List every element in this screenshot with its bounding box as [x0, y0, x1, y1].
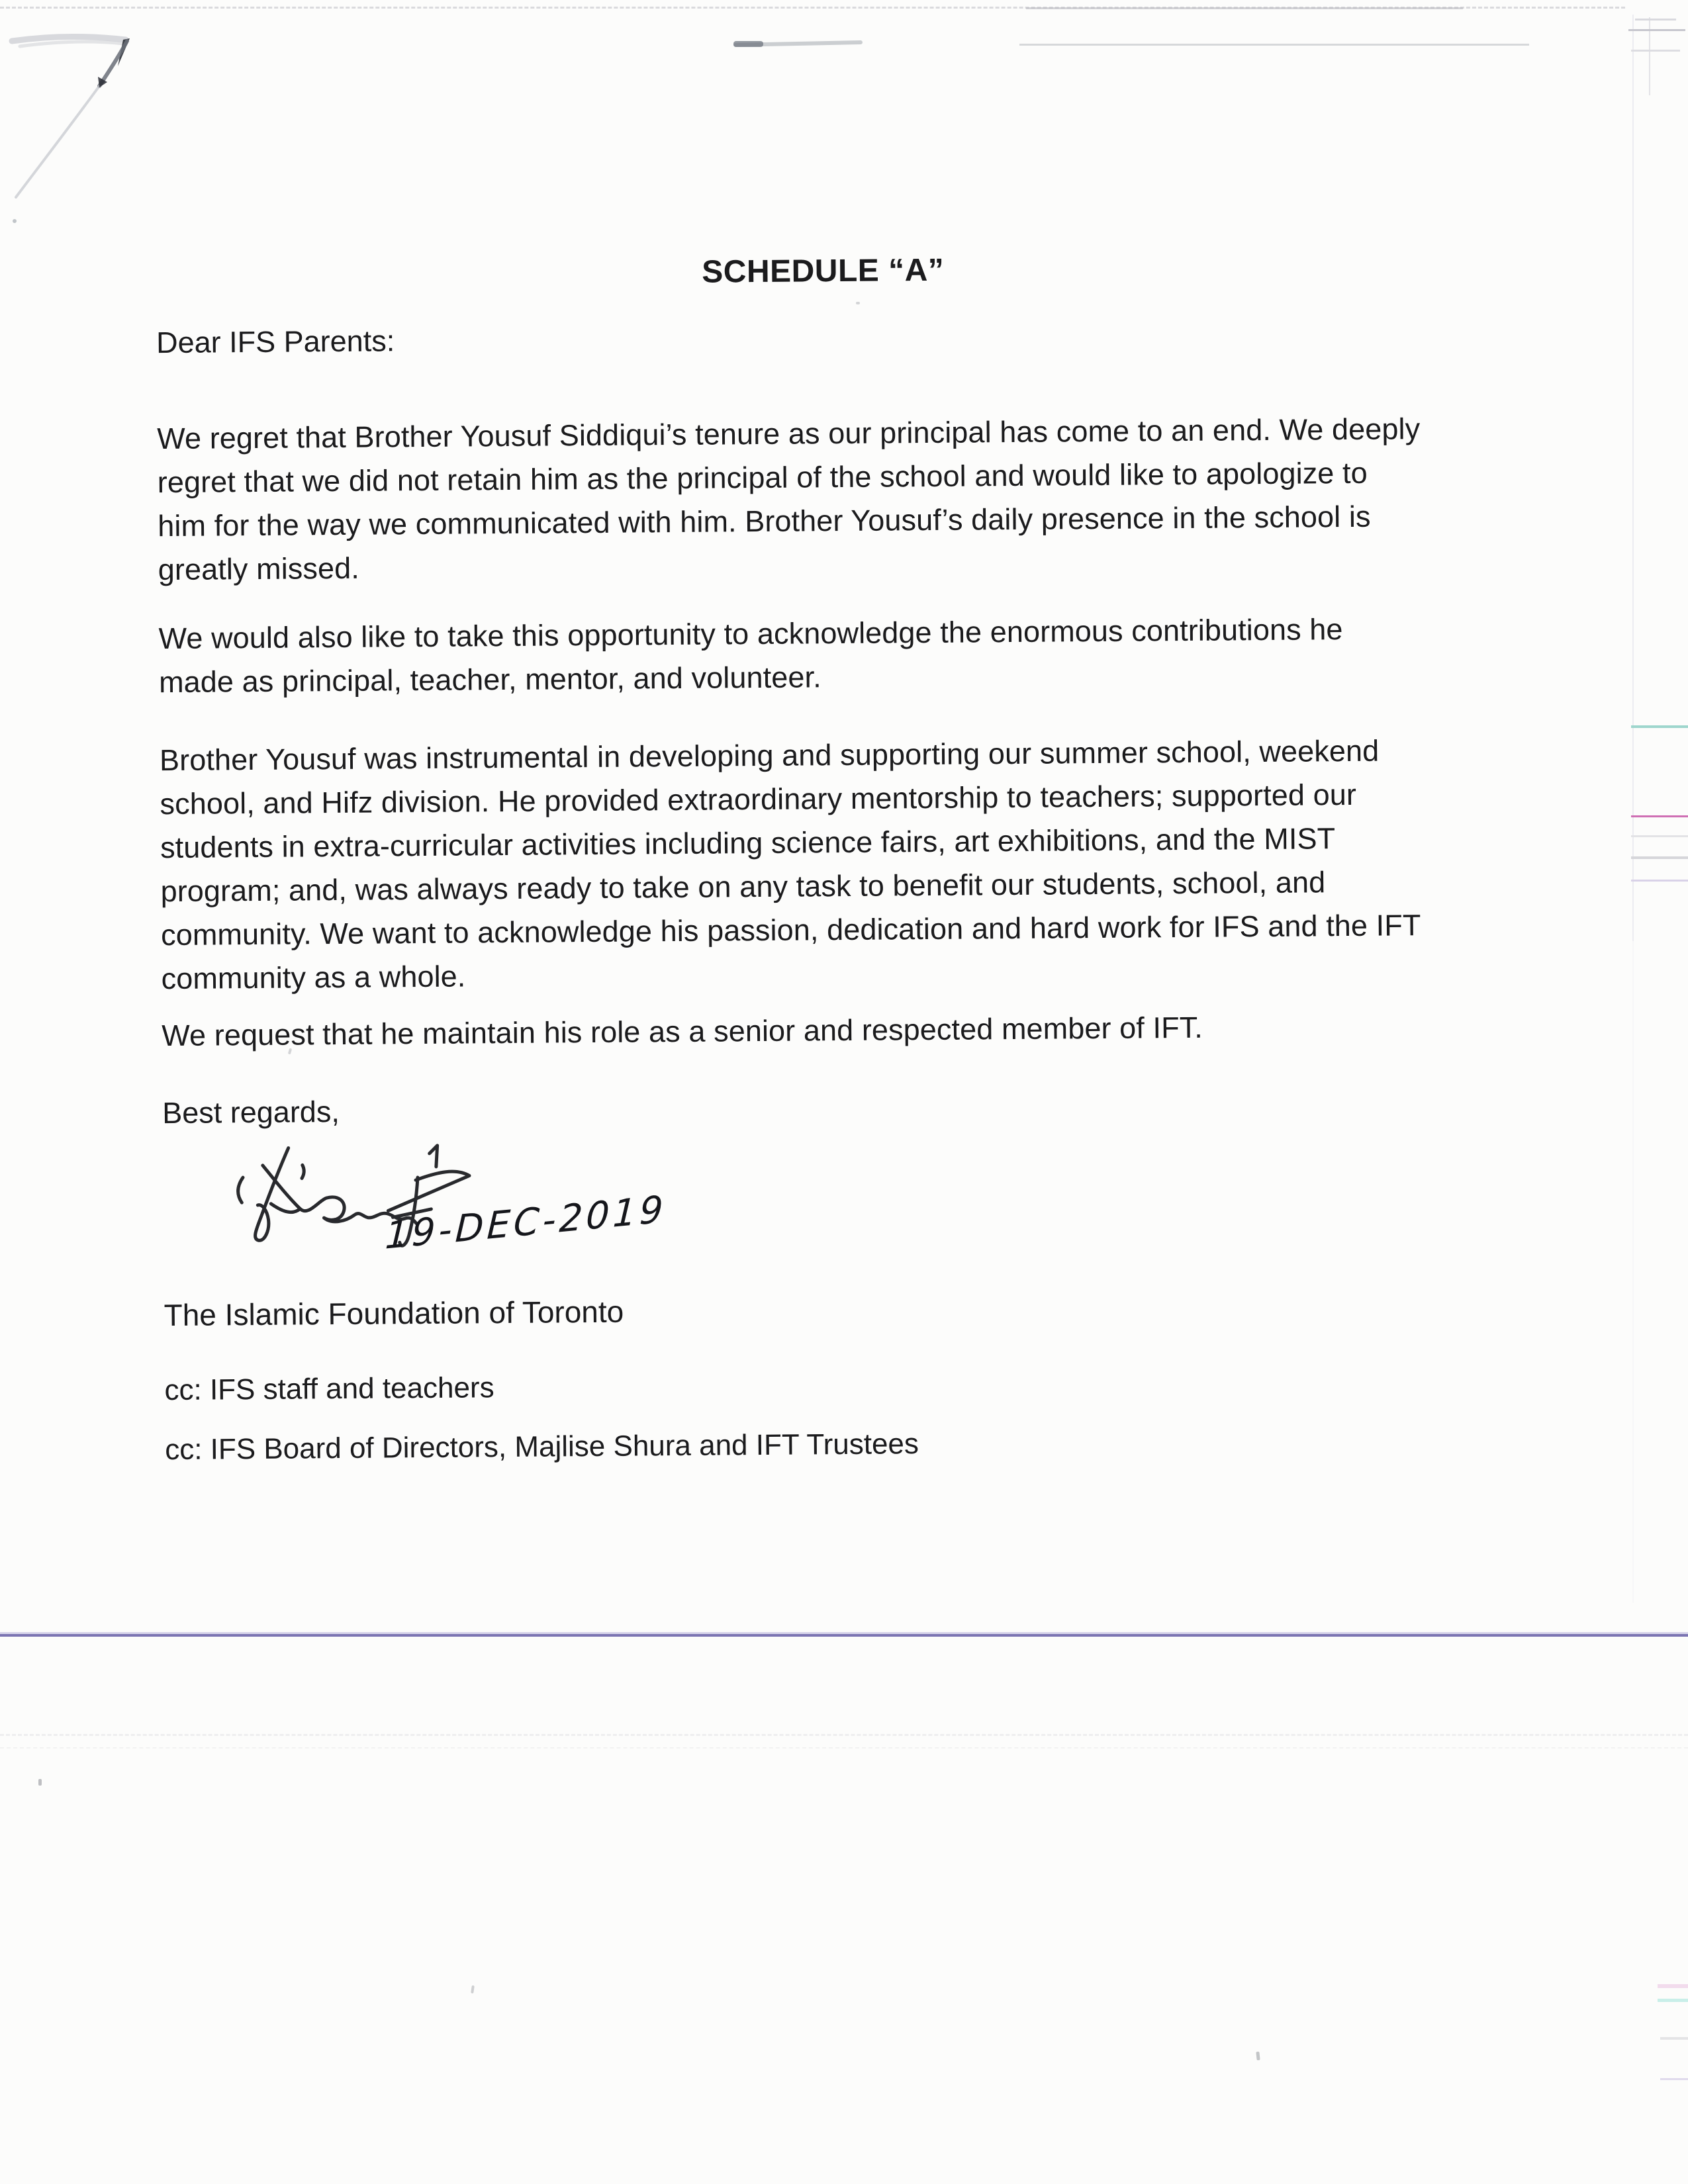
paragraph-1 — [157, 407, 1421, 592]
paragraph-4 — [162, 1006, 1203, 1058]
paragraph-line: school, and Hifz division. He provided extraordinary mentorship to teachers; supported our — [160, 777, 1357, 821]
paragraph-line: community. We want to acknowledge his passion, dedication and hard work for IFS and the IFT — [160, 908, 1421, 952]
paragraph-line: Brother Yousuf was instrumental in developing and supporting our summer school, weekend — [159, 733, 1380, 778]
paragraph-2 — [158, 608, 1343, 704]
paragraph-3 — [160, 729, 1421, 1001]
paragraph-line: greatly missed. — [158, 551, 360, 587]
salutation: Dear IFS Parents: — [156, 324, 395, 360]
paragraph-line: We regret that Brother Yousuf Siddiqui’s tenure as our principal has come to an end. We deeply — [157, 412, 1421, 456]
cc-line-1: cc: IFS staff and teachers — [164, 1371, 494, 1407]
closing-phrase: Best regards, — [162, 1094, 340, 1130]
paragraph-line: regret that we did not retain him as the principal of the school and would like to apologize to — [157, 455, 1368, 500]
paragraph-line: students in extra-curricular activities including science fairs, art exhibitions, and the MIST — [160, 821, 1336, 865]
paragraph-line: community as a whole. — [161, 959, 466, 996]
document-title: SCHEDULE “A” — [702, 252, 945, 290]
paragraph-line: made as principal, teacher, mentor, and volunteer. — [158, 660, 821, 700]
paragraph-line: We request that he maintain his role as a senior and respected member of IFT. — [162, 1010, 1203, 1053]
cc-line-2: cc: IFS Board of Directors, Majlise Shura and IFT Trustees — [165, 1428, 919, 1467]
paragraph-line: him for the way we communicated with him. Brother Yousuf’s daily presence in the school is — [158, 499, 1371, 543]
signer-name: The Islamic Foundation of Toronto — [164, 1294, 624, 1333]
handwritten-date: 19-DEC-2019 — [384, 1187, 668, 1258]
paragraph-line: program; and, was always ready to take on any task to benefit our students, school, and — [160, 865, 1326, 909]
paragraph-line: We would also like to take this opportunity to acknowledge the enormous contributions he — [158, 612, 1343, 656]
